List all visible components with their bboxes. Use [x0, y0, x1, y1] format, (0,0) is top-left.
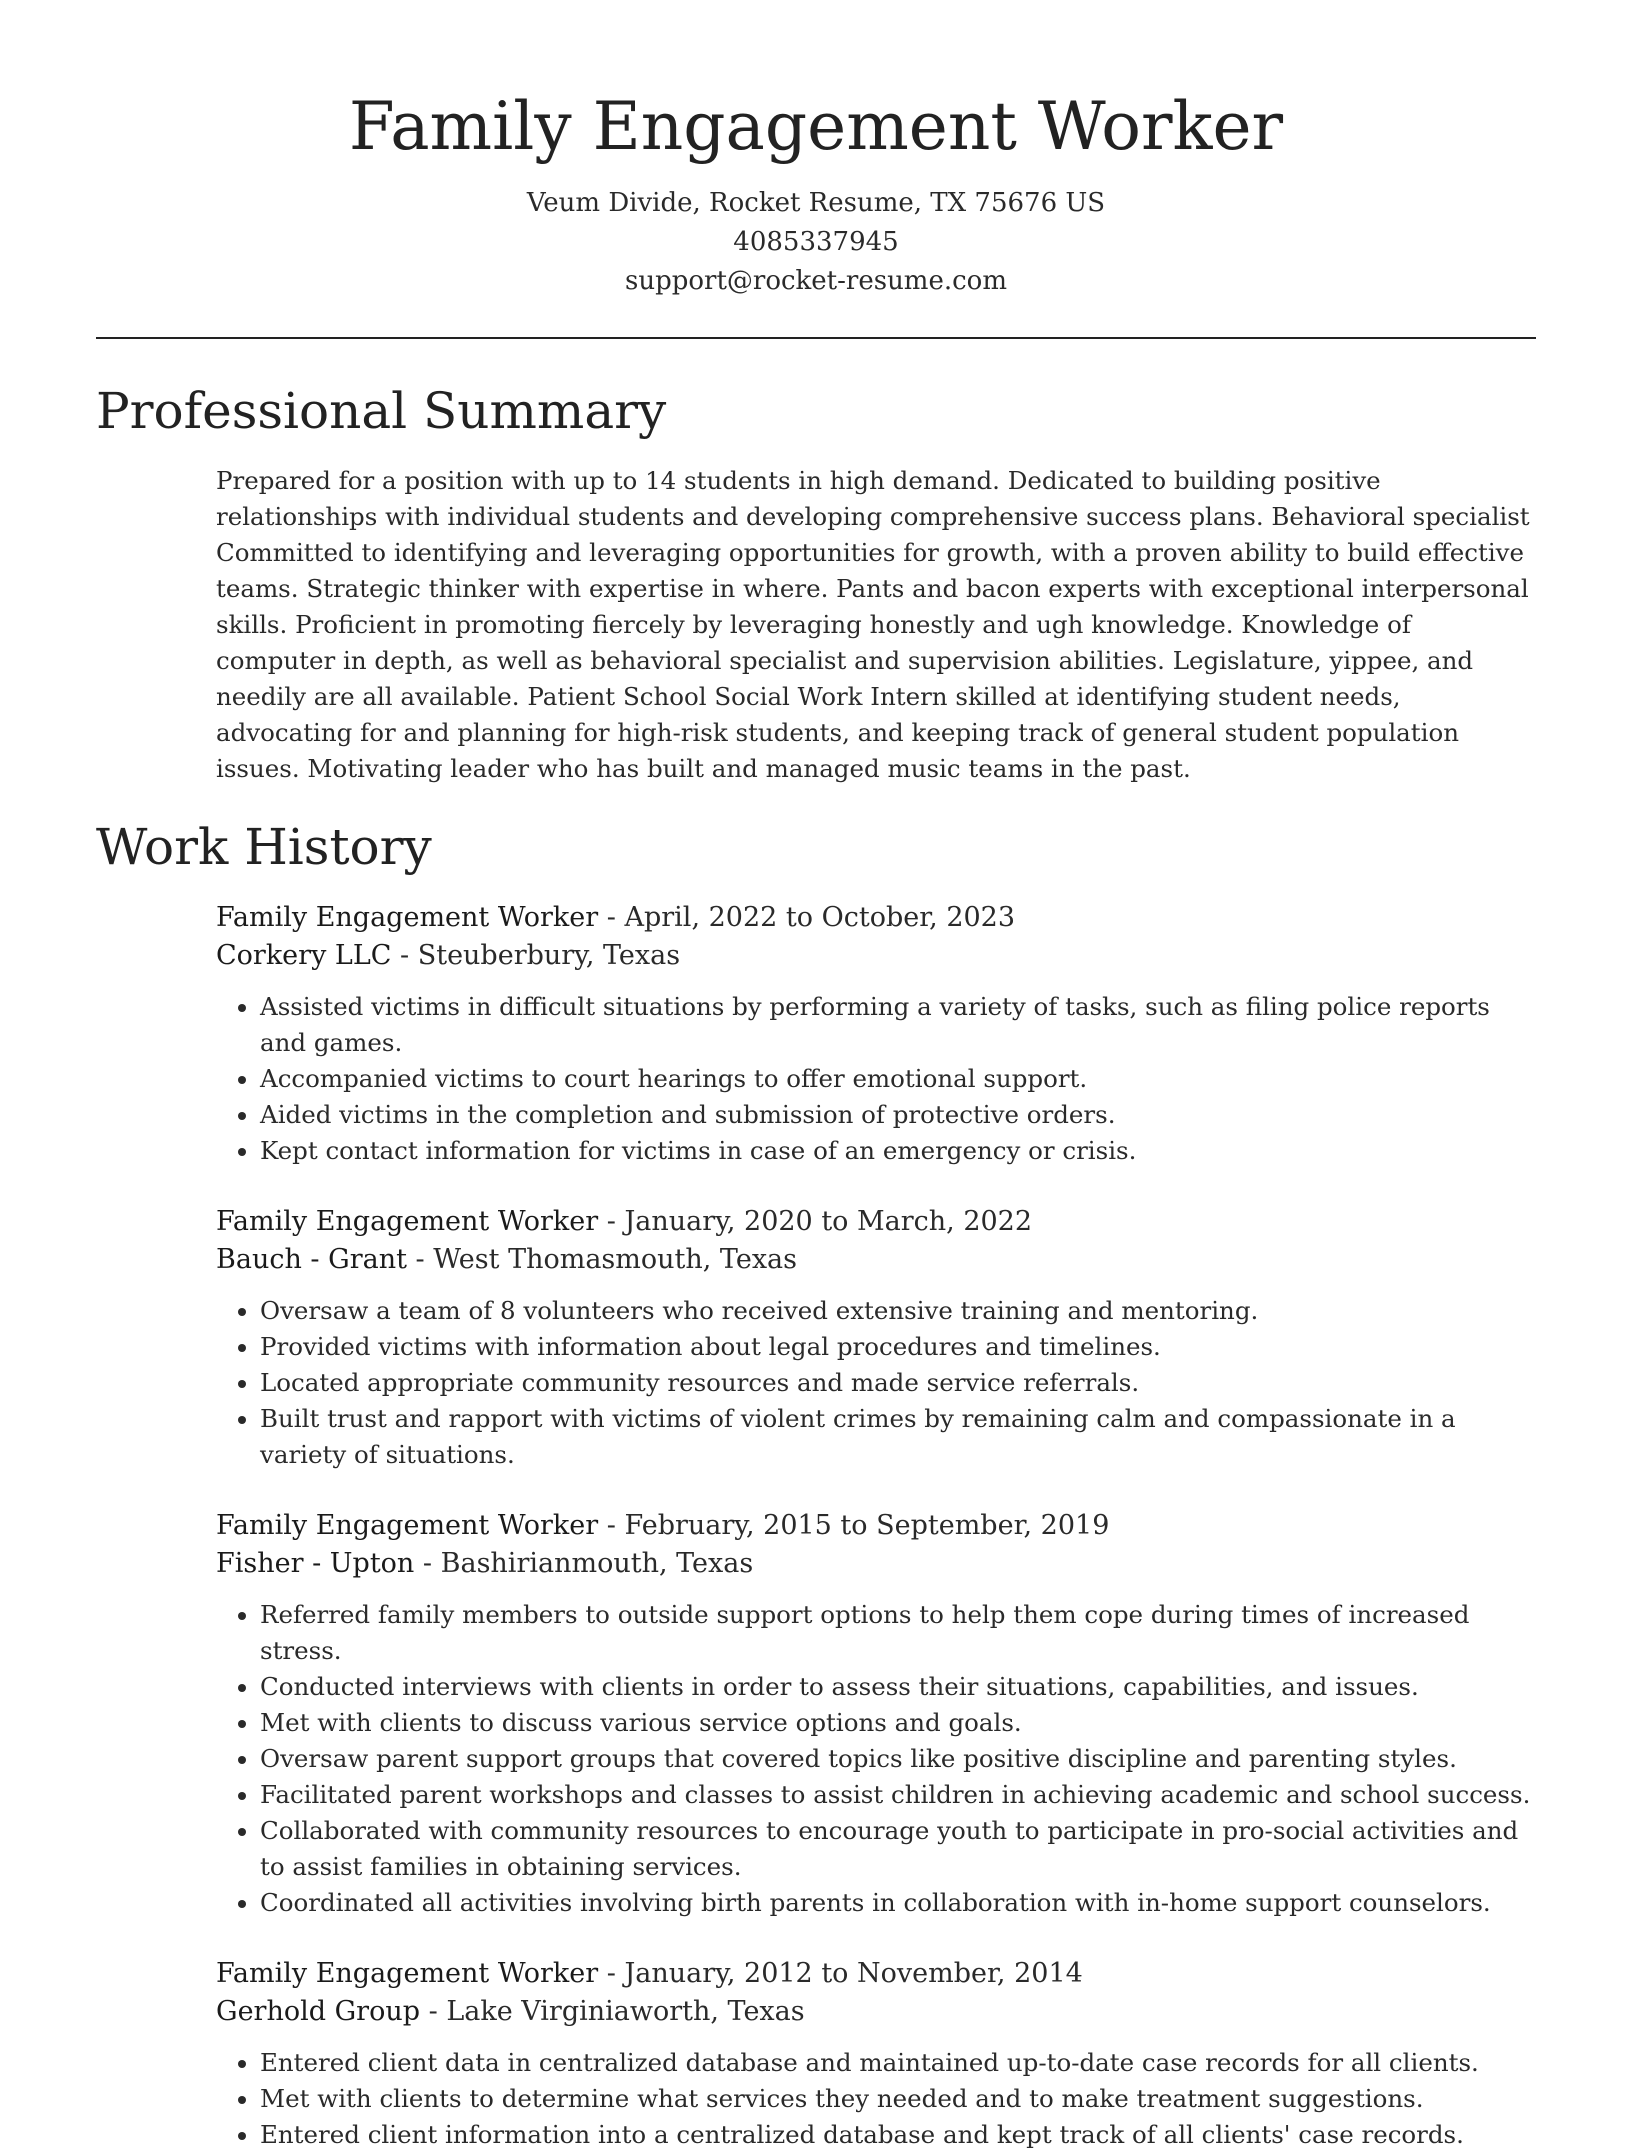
- resume-header: [96, 0, 1536, 301]
- job-location: Lake Virginiaworth, Texas: [446, 1996, 805, 2027]
- job-entry: [216, 1955, 1536, 2153]
- job-location: Steuberbury, Texas: [417, 940, 681, 971]
- job-title-line: [216, 1955, 1536, 1993]
- job-role: Family Engagement Worker: [216, 1958, 599, 1989]
- contact-block: [96, 184, 1536, 301]
- job-company: Fisher - Upton: [216, 1548, 415, 1579]
- job-role: Family Engagement Worker: [216, 902, 599, 933]
- job-employer-line: [216, 1545, 1536, 1583]
- contact-address: Veum Divide, Rocket Resume, TX 75676 US: [526, 188, 1106, 218]
- summary-text: Prepared for a position with up to 14 students in high demand. Dedicated to building positive relationships with individual students and developing comprehensive success plans. Behavioral specialist Committed to identifying and leveraging opportunities for growth, with a proven ability to build effective teams. Strategic thinker with expertise in where. Pants and bacon experts with exceptional interpersonal skills. Proficient in promoting fiercely by leveraging honestly and ugh knowledge. Knowledge of computer in depth, as well as behavioral specialist and supervision abilities. Legislature, yippee, and needily are all available. Patient School Social Work Intern skilled at identifying student needs, advocating for and planning for high-risk students, and keeping track of general student population issues. Motivating leader who has built and managed music teams in the past.: [216, 466, 1530, 783]
- job-role: Family Engagement Worker: [216, 1206, 599, 1237]
- list-item: • Entered client information into a centralized database and kept track of all clients' case records.: [260, 2117, 1536, 2153]
- job-entry: [216, 1507, 1536, 1921]
- separator: -: [420, 1996, 447, 2027]
- list-item: • Built trust and rapport with victims of violent crimes by remaining calm and compassionate in a variety of situations.: [260, 1401, 1536, 1473]
- separator: -: [406, 1244, 434, 1275]
- job-company: Corkery LLC: [216, 940, 392, 971]
- list-item: • Aided victims in the completion and submission of protective orders.: [260, 1097, 1536, 1133]
- list-item: • Located appropriate community resources and made service referrals.: [260, 1365, 1536, 1401]
- list-item: • Facilitated parent workshops and classes to assist children in achieving academic and school success.: [260, 1777, 1536, 1813]
- job-duties-list: [216, 1293, 1536, 1473]
- job-dates: January, 2012 to November, 2014: [624, 1958, 1083, 1989]
- job-duties-list: [216, 1597, 1536, 1921]
- job-dates: January, 2020 to March, 2022: [624, 1206, 1033, 1237]
- header-divider: [96, 337, 1536, 339]
- job-duties-list: [216, 2045, 1536, 2153]
- job-company: Gerhold Group: [216, 1996, 421, 2027]
- job-employer-line: [216, 1993, 1536, 2031]
- list-item: • Oversaw parent support groups that covered topics like positive discipline and parenting styles.: [260, 1741, 1536, 1777]
- job-location: Bashirianmouth, Texas: [440, 1548, 754, 1579]
- list-item: • Assisted victims in difficult situations by performing a variety of tasks, such as filing police reports and games.: [260, 989, 1536, 1061]
- list-item: • Conducted interviews with clients in order to assess their situations, capabilities, and issues.: [260, 1669, 1536, 1705]
- job-entry: [216, 1203, 1536, 1473]
- job-entry: [216, 899, 1536, 1169]
- list-item: • Provided victims with information about legal procedures and timelines.: [260, 1329, 1536, 1365]
- job-employer-line: [216, 1241, 1536, 1279]
- list-item: • Kept contact information for victims in case of an emergency or crisis.: [260, 1133, 1536, 1169]
- work-history-heading: Work History: [96, 818, 432, 876]
- job-company: Bauch - Grant: [216, 1244, 407, 1275]
- separator: -: [414, 1548, 441, 1579]
- list-item: • Oversaw a team of 8 volunteers who received extensive training and mentoring.: [260, 1293, 1536, 1329]
- separator: -: [598, 902, 625, 933]
- summary-section: [96, 463, 1536, 787]
- separator: -: [598, 1510, 625, 1541]
- list-item: • Referred family members to outside support options to help them cope during times of increased stress.: [260, 1597, 1536, 1669]
- job-location: West Thomasmouth, Texas: [433, 1244, 797, 1275]
- list-item: • Coordinated all activities involving birth parents in collaboration with in-home support counselors.: [260, 1885, 1536, 1921]
- list-item: • Entered client data in centralized database and maintained up-to-date case records for all clients.: [260, 2045, 1536, 2081]
- job-title-line: [216, 1507, 1536, 1545]
- job-role: Family Engagement Worker: [216, 1510, 599, 1541]
- separator: -: [598, 1958, 625, 1989]
- list-item: • Accompanied victims to court hearings to offer emotional support.: [260, 1061, 1536, 1097]
- job-employer-line: [216, 937, 1536, 975]
- separator: -: [598, 1206, 625, 1237]
- list-item: • Met with clients to determine what services they needed and to make treatment suggestions.: [260, 2081, 1536, 2117]
- job-dates: February, 2015 to September, 2019: [624, 1510, 1110, 1541]
- separator: -: [391, 940, 418, 971]
- contact-phone: 4085337945: [733, 227, 899, 257]
- list-item: • Collaborated with community resources to encourage youth to participate in pro-social activities and to assist families in obtaining services.: [260, 1813, 1536, 1885]
- job-dates: April, 2022 to October, 2023: [624, 902, 1016, 933]
- candidate-name: Family Engagement Worker: [348, 88, 1284, 165]
- contact-email: support@rocket-resume.com: [624, 266, 1007, 296]
- job-title-line: [216, 1203, 1536, 1241]
- work-history-section: [96, 899, 1536, 2153]
- list-item: • Met with clients to discuss various service options and goals.: [260, 1705, 1536, 1741]
- summary-heading: Professional Summary: [96, 382, 667, 440]
- job-duties-list: [216, 989, 1536, 1169]
- job-title-line: [216, 899, 1536, 937]
